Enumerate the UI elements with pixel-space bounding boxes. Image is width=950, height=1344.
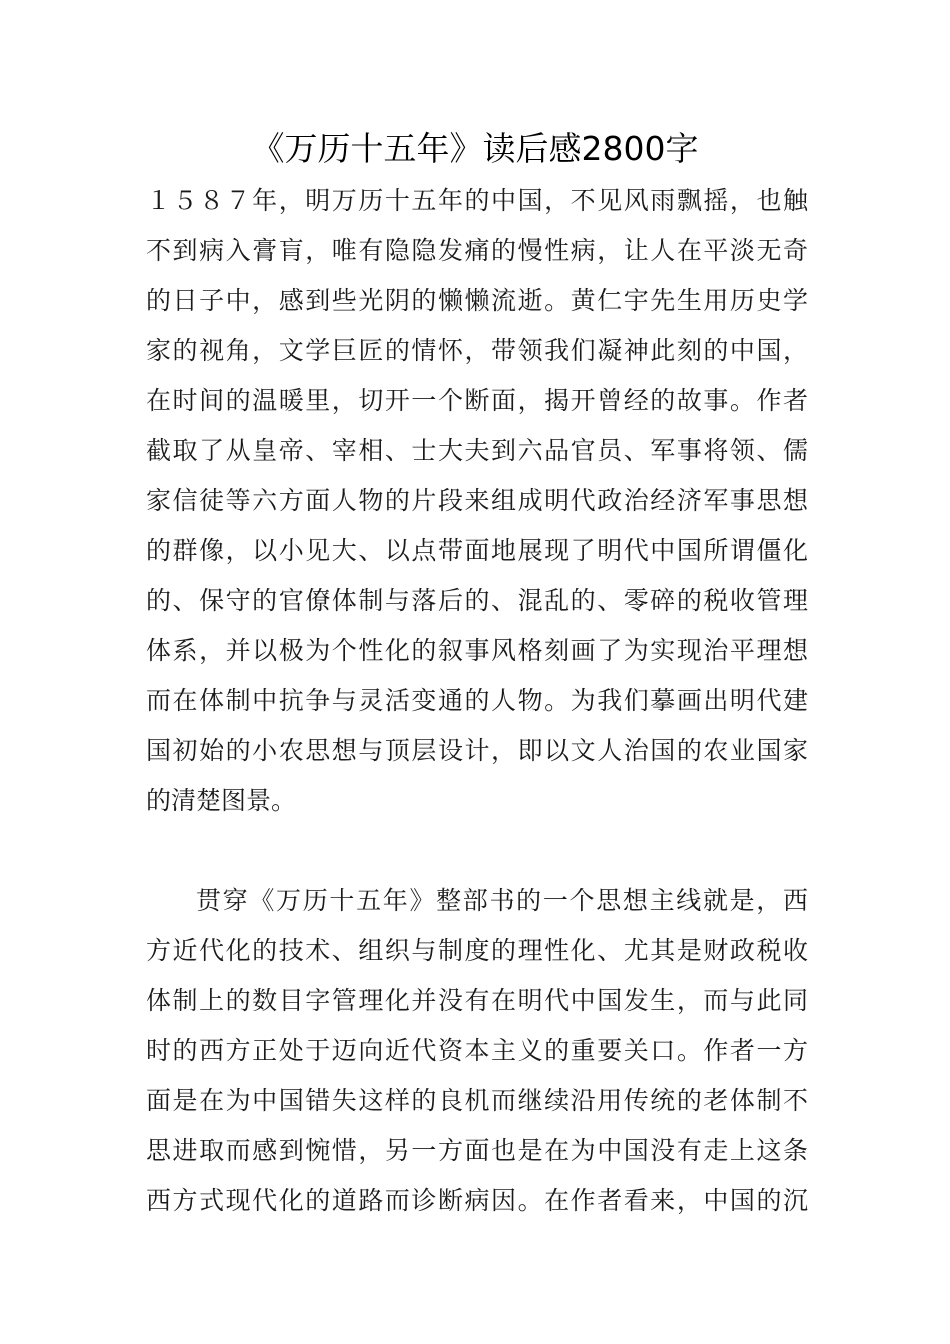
text-line: 体系，并以极为个性化的叙事风格刻画了为实现治平理想 <box>146 636 808 665</box>
text-line: 体制上的数目字管理化并没有在明代中国发生，而与此同 <box>146 986 808 1015</box>
text-line: 西方式现代化的道路而诊断病因。在作者看来，中国的沉 <box>146 1186 808 1215</box>
text-line: 的日子中，感到些光阴的懒懒流逝。黄仁宇先生用历史学 <box>146 286 808 315</box>
text-line: 而在体制中抗争与灵活变通的人物。为我们摹画出明代建 <box>146 686 808 715</box>
paragraph-2 <box>146 876 808 1226</box>
text-line: 家的视角，文学巨匠的情怀，带领我们凝神此刻的中国， <box>146 336 808 365</box>
text-line: 贯穿《万历十五年》整部书的一个思想主线就是，西 <box>196 886 808 915</box>
text-line: 思进取而感到惋惜，另一方面也是在为中国没有走上这条 <box>146 1136 808 1165</box>
text-line: 的清楚图景。 <box>146 786 297 815</box>
document-body <box>146 176 808 1226</box>
text-line: 时的西方正处于迈向近代资本主义的重要关口。作者一方 <box>146 1036 808 1065</box>
text-line: 截取了从皇帝、宰相、士大夫到六品官员、军事将领、儒 <box>146 436 808 465</box>
text-line: 家信徒等六方面人物的片段来组成明代政治经济军事思想 <box>146 486 808 515</box>
paragraph-1 <box>146 176 808 826</box>
text-line: １５８７年，明万历十五年的中国，不见风雨飘摇，也触 <box>146 186 808 215</box>
text-line: 的群像，以小见大、以点带面地展现了明代中国所谓僵化 <box>146 536 808 565</box>
text-line: 的、保守的官僚体制与落后的、混乱的、零碎的税收管理 <box>146 586 808 615</box>
paragraph-gap <box>146 826 808 876</box>
text-line: 方近代化的技术、组织与制度的理性化、尤其是财政税收 <box>146 936 808 965</box>
text-line: 不到病入膏肓，唯有隐隐发痛的慢性病，让人在平淡无奇 <box>146 236 808 265</box>
document-title: 《万历十五年》读后感2800字 <box>251 129 699 168</box>
text-line: 国初始的小农思想与顶层设计，即以文人治国的农业国家 <box>146 736 808 765</box>
text-line: 面是在为中国错失这样的良机而继续沿用传统的老体制不 <box>146 1086 808 1115</box>
text-line: 在时间的温暖里，切开一个断面，揭开曾经的故事。作者 <box>146 386 808 415</box>
